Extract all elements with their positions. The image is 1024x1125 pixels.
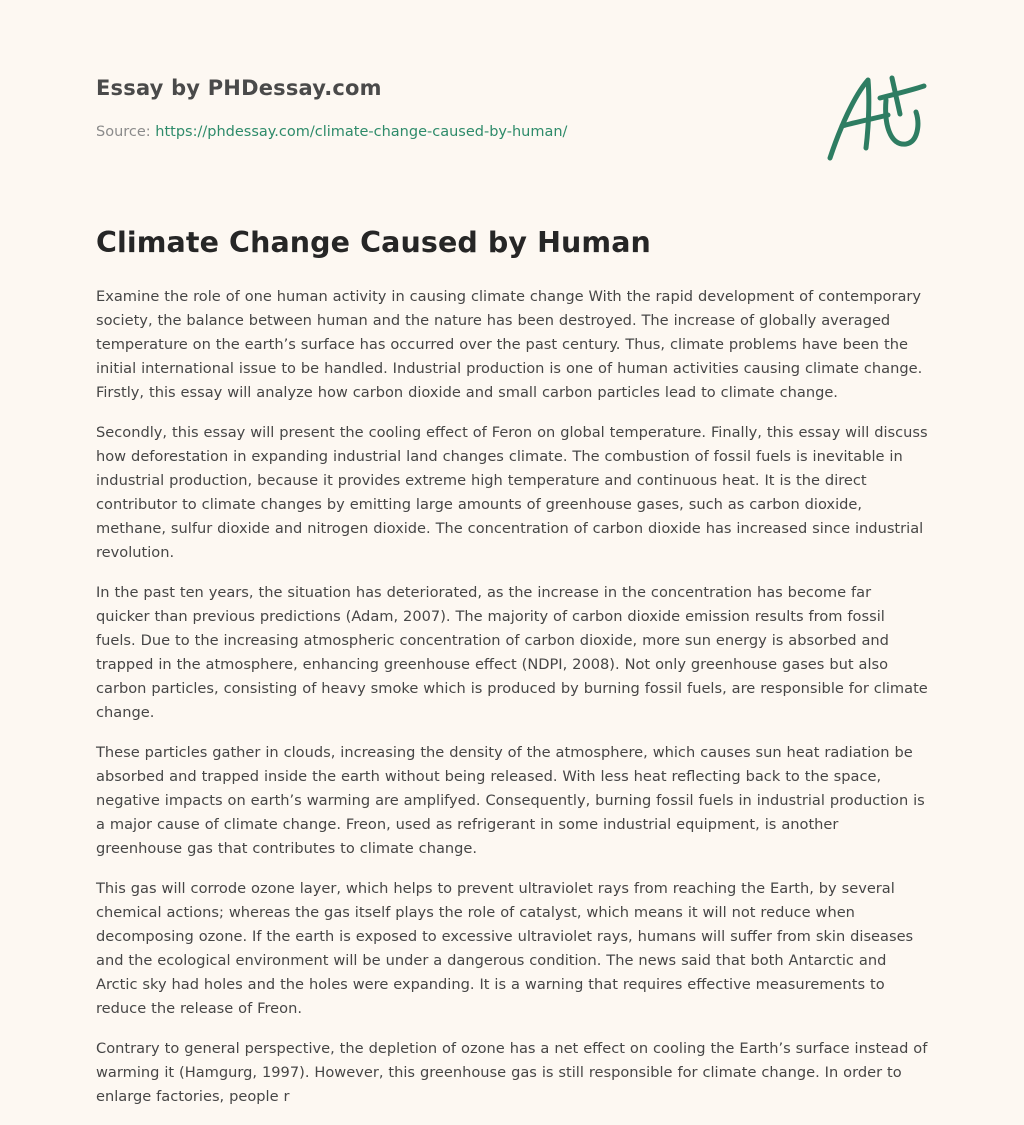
source-label: Source: (96, 124, 156, 140)
essay-paragraph: This gas will corrode ozone layer, which helps to prevent ultraviolet rays from reaching the Earth, by several chemical actions; whereas the gas itself plays the role of catalyst, which means it will not reduce when decomposing ozone. If the earth is exposed to excessive ultraviolet rays, humans will suffer from skin diseases and the ecological environment will be under a dangerous condition. The news said that both Antarctic and Arctic sky had holes and the holes were expanding. It is a warning that requires effective measurements to reduce the release of Freon. (96, 880, 914, 1017)
site-name: Essay by PHDessay.com (96, 76, 382, 100)
essay-paragraph: Examine the role of one human activity in causing climate change With the rapid development of contemporary society, the balance between human and the nature has been destroyed. The increase of globally averaged temperature on the earth’s surface has occurred over the past century. Thus, climate problems have been the initial international issue to be handled. Industrial production is one of human activities causing climate change. Firstly, this essay will analyze how carbon dioxide and small carbon particles lead to climate change. (96, 288, 923, 401)
essay-title: Climate Change Caused by Human (96, 226, 651, 259)
essay-body (96, 285, 928, 1125)
source-line (96, 124, 567, 140)
a-plus-logo-icon (820, 66, 930, 166)
essay-paragraph: These particles gather in clouds, increasing the density of the atmosphere, which causes sun heat radiation be absorbed and trapped inside the earth without being released. With less heat reflecting back to the space, negative impacts on earth’s warming are amplifyed. Consequently, burning fossil fuels in industrial production is a major cause of climate change. Freon, used as refrigerant in some industrial equipment, is another greenhouse gas that contributes to climate change. (96, 744, 925, 857)
essay-paragraph: In the past ten years, the situation has deteriorated, as the increase in the concentration has become far quicker than previous predictions (Adam, 2007). The majority of carbon dioxide emission results from fossil fuels. Due to the increasing atmospheric concentration of carbon dioxide, more sun energy is absorbed and trapped in the atmosphere, enhancing greenhouse effect (NDPI, 2008). Not only greenhouse gases but also carbon particles, consisting of heavy smoke which is produced by burning fossil fuels, are responsible for climate change. (96, 584, 928, 721)
source-link[interactable]: https://phdessay.com/climate-change-caused-by-human/ (155, 124, 568, 140)
essay-paragraph: Secondly, this essay will present the cooling effect of Feron on global temperature. Finally, this essay will discuss how deforestation in expanding industrial land changes climate. The combustion of fossil fuels is inevitable in industrial production, because it provides extreme high temperature and continuous heat. It is the direct contributor to climate changes by emitting large amounts of greenhouse gases, such as carbon dioxide, methane, sulfur dioxide and nitrogen dioxide. The concentration of carbon dioxide has increased since industrial revolution. (96, 424, 928, 561)
essay-paragraph: Contrary to general perspective, the depletion of ozone has a net effect on cooling the Earth’s surface instead of warming it (Hamgurg, 1997). However, this greenhouse gas is still responsible for climate change. In order to enlarge factories, people r (96, 1040, 928, 1105)
